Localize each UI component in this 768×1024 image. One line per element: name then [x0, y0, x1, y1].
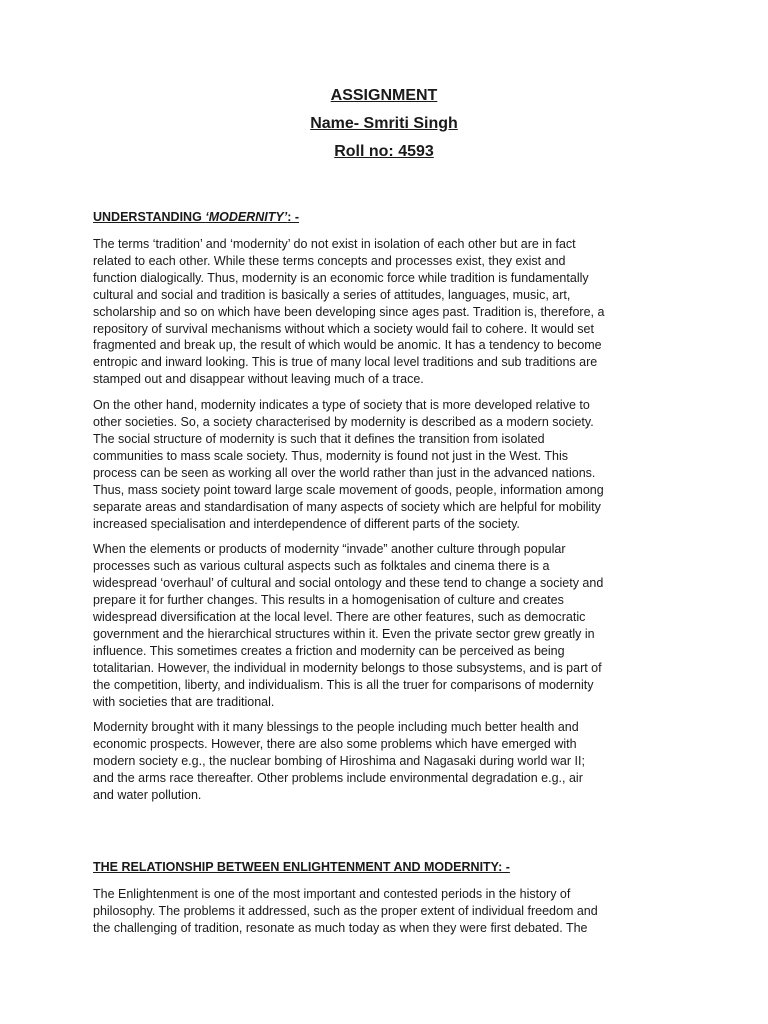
text-line: entropic and inward looking. This is true of many local level traditions and sub traditions are	[93, 355, 598, 370]
text-line: On the other hand, modernity indicates a type of society that is more developed relative to	[93, 398, 590, 413]
text-line: Modernity brought with it many blessings to the people including much better health and	[93, 720, 579, 735]
text-line: repository of survival mechanisms without which a society would fail to cohere. It would set	[93, 321, 594, 336]
text-line: Thus, mass society point toward large scale movement of goods, people, information among	[93, 482, 604, 497]
text-line: and water pollution.	[93, 788, 202, 803]
text-line: The social structure of modernity is such that it defines the transition from isolated	[93, 431, 545, 446]
paragraph	[93, 719, 678, 804]
text-line: cultural and social and tradition is basically a series of attitudes, languages, music, art,	[93, 287, 571, 302]
section-modernity-body	[93, 236, 678, 804]
section-heading-enlightenment: THE RELATIONSHIP BETWEEN ENLIGHTENMENT AND MODERNITY: -	[93, 860, 510, 874]
text-line: increased specialisation and interdependence of different parts of the society.	[93, 516, 520, 531]
text-line: influence. This sometimes creates a friction and modernity can be perceived as being	[93, 643, 565, 658]
text-line: philosophy. The problems it addressed, such as the proper extent of individual freedom and	[93, 903, 598, 918]
text-line: and the arms race thereafter. Other problems include environmental degradation e.g., air	[93, 771, 583, 786]
text-line: The terms ‘tradition’ and ‘modernity’ do not exist in isolation of each other but are in fact	[93, 237, 576, 251]
section-heading-italic: ‘MODERNITY’	[205, 210, 288, 224]
text-line: the competition, liberty, and individualism. This is all the truer for comparisons of modernity	[93, 677, 594, 692]
text-line: process can be seen as working all over the world rather than just in the advanced nations.	[93, 465, 596, 480]
paragraph	[93, 541, 678, 710]
text-line: The Enlightenment is one of the most important and contested periods in the history of	[93, 887, 571, 901]
section-heading-modernity	[93, 209, 678, 225]
text-line: totalitarian. However, the individual in modernity belongs to those subsystems, and is part of	[93, 660, 602, 675]
paragraph	[93, 397, 678, 532]
assignment-title: ASSIGNMENT	[330, 87, 438, 104]
text-line: separate areas and standardisation of many aspects of society which are helpful for mobility	[93, 499, 601, 514]
text-line: modern society e.g., the nuclear bombing of Hiroshima and Nagasaki during world war II;	[93, 754, 585, 769]
text-line: economic prospects. However, there are also some problems which have emerged with	[93, 737, 577, 752]
text-line: prepare it for further changes. This results in a homogenisation of culture and creates	[93, 593, 564, 608]
title-block	[0, 86, 768, 161]
document-body	[93, 209, 678, 946]
text-line: with societies that are traditional.	[93, 694, 275, 709]
roll-number: Roll no: 4593	[334, 143, 434, 160]
text-line: widespread ‘overhaul’ of cultural and social ontology and these tend to change a society and	[93, 576, 604, 591]
text-line: related to each other. While these terms concepts and processes exist, they exist and	[93, 253, 566, 268]
section-spacer	[93, 813, 678, 859]
student-name: Name- Smriti Singh	[310, 115, 458, 132]
text-line: fragmented and break up, the result of which would be anomic. It has a tendency to become	[93, 338, 602, 353]
text-line: scholarship and so on which have been developing since ages past. Tradition is, therefore, a	[93, 304, 605, 319]
section-enlightenment-body	[93, 886, 678, 937]
text-line: processes such as various cultural aspects such as folktales and cinema there is a	[93, 559, 550, 574]
text-line: communities to mass scale society. Thus, modernity is found not just in the West. This	[93, 448, 568, 463]
paragraph	[93, 886, 678, 937]
text-line: widespread diversification at the local level. There are other features, such as democratic	[93, 610, 586, 625]
section-heading-suffix: : -	[287, 210, 300, 224]
paragraph	[93, 236, 678, 388]
text-line: other societies. So, a society characterised by modernity is described as a modern society.	[93, 415, 594, 430]
section-heading-prefix: UNDERSTANDING	[93, 210, 206, 224]
text-line: the challenging of tradition, resonate as much today as when they were first debated. The	[93, 920, 588, 935]
text-line: When the elements or products of modernity “invade” another culture through popular	[93, 542, 566, 557]
text-line: stamped out and disappear without leaving much of a trace.	[93, 372, 424, 387]
text-line: government and the hierarchical structures within it. Even the private sector grew greatly in	[93, 626, 595, 641]
text-line: function dialogically. Thus, modernity is an economic force while tradition is fundamentally	[93, 270, 589, 285]
